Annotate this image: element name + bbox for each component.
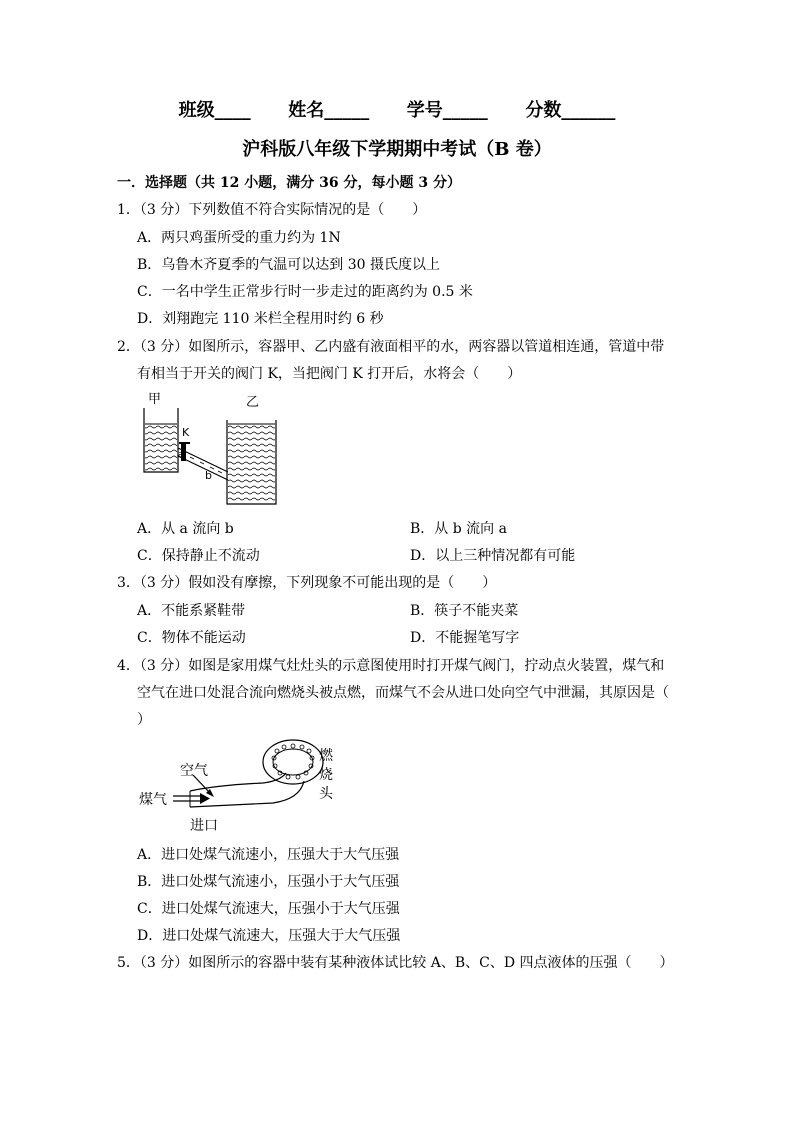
valve-k-label: K [182,426,190,439]
section-heading: 一．选择题（共 12 小题，满分 36 分，每小题 3 分） [117,175,461,191]
q2-option-d: D．以上三种情况都有可能 [410,548,576,564]
q3-option-a: A．不能系紧鞋带 [137,603,246,619]
q4-option-d: D．进口处煤气流速大，压强大于大气压强 [137,928,401,944]
q1-option-d: D．刘翔跑完 110 米栏全程用时约 6 秒 [137,311,384,327]
student-info-line: 班级____ 姓名_____ 学号_____ 分数______ [178,100,616,121]
q4-stem-line1: 4．（3 分）如图是家用煤气灶灶头的示意图使用时打开煤气阀门，拧动点火装置，煤气和 [117,658,665,674]
end-a-label: a [178,450,184,460]
air-label: 空气 [180,763,208,779]
q2-option-c: C．保持静止不流动 [137,548,260,564]
container-jia-label: 甲 [148,392,162,407]
q4-stem-line3: ） [137,712,151,728]
q2-stem-line2: 有相当于开关的阀门 K，当把阀门 K 打开后，水将会（ ） [137,366,522,382]
burner-label-3: 头 [319,786,333,802]
q3-option-d: D．不能握笔写字 [410,630,520,646]
q2-stem-line1: 2．（3 分）如图所示，容器甲、乙内盛有液面相平的水，两容器以管道相连通，管道中带 [117,339,665,355]
burner-label-1: 燃 [319,748,333,764]
q2-connected-containers-figure [140,388,300,510]
exam-title: 沪科版八年级下学期期中考试（B 卷） [242,139,552,160]
q2-option-a: A．从 a 流向 b [137,521,234,537]
gas-label: 煤气 [139,792,167,808]
q3-stem: 3．（3 分）假如没有摩擦，下列现象不可能出现的是（ ） [117,575,497,591]
q2-option-b: B．从 b 流向 a [410,521,507,537]
q1-option-b: B．乌鲁木齐夏季的气温可以达到 30 摄氏度以上 [137,257,441,273]
q1-stem: 1．（3 分）下列数值不符合实际情况的是（ ） [117,202,427,218]
inlet-label: 进口 [190,818,218,834]
q4-option-b: B．进口处煤气流速小，压强小于大气压强 [137,874,400,890]
q3-option-c: C．物体不能运动 [137,630,246,646]
q4-option-c: C．进口处煤气流速大，压强小于大气压强 [137,901,400,917]
end-b-label: b [205,469,212,482]
q1-option-a: A．两只鸡蛋所受的重力约为 1N [137,230,341,246]
q4-gas-stove-burner-figure [138,735,348,835]
container-yi-label: 乙 [246,395,260,410]
q4-option-a: A．进口处煤气流速小，压强大于大气压强 [137,847,400,863]
burner-label-2: 烧 [319,767,333,783]
q3-option-b: B．筷子不能夹菜 [410,603,519,619]
q5-stem: 5．（3 分）如图所示的容器中装有某种液体试比较 A、B、C、D 四点液体的压强（ ） [117,955,674,971]
q1-option-c: C．一名中学生正常步行时一步走过的距离约为 0.5 米 [137,284,473,300]
q4-stem-line2: 空气在进口处混合流向燃烧头被点燃，而煤气不会从进口处向空气中泄漏，其原因是（ [137,685,669,701]
